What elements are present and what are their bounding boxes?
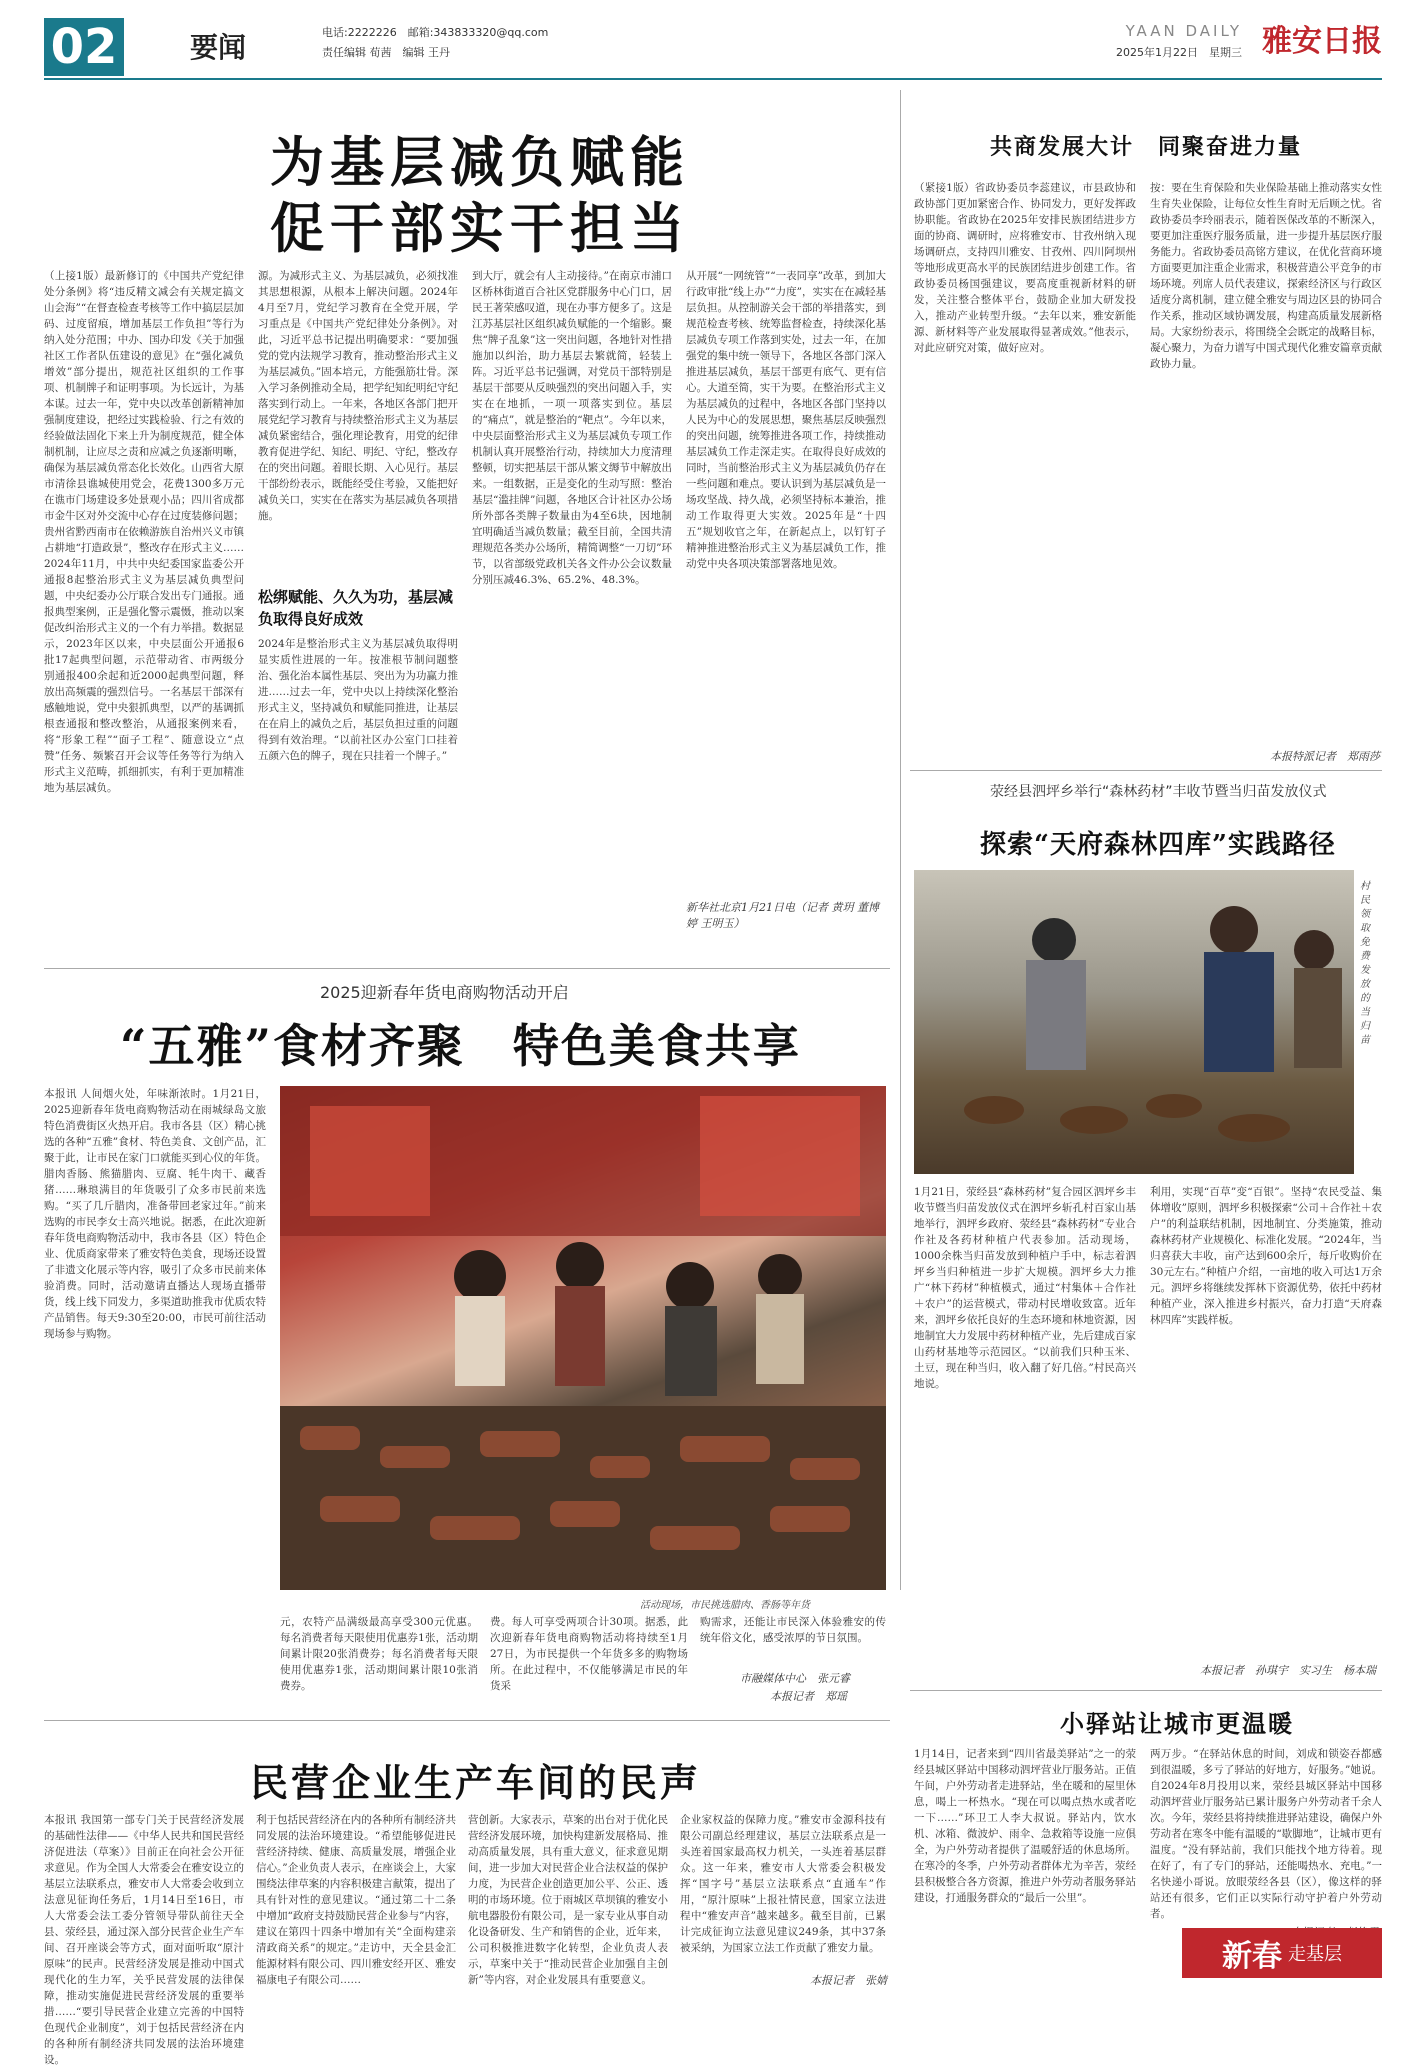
herb-photo bbox=[914, 870, 1354, 1174]
article3-col3: 营创新。大家表示，草案的出台对于优化民营经济发展环境，加快构建新发展格局、推动高质量发展，具有重大意义，征求意见期间，进一步加大对民营企业合法权益的保护力度，为民营企业创造更加公平、公正、透明的市场环境。位于雨城区草坝镇的雅安小航电器股份有限公司，是一家专业从事自动化设备研发、生产和销售的企业，近年来，公司积极推进数字化转型，企业负责人表示，草案中关于“推动民营企业加强自主创新”等内容，对企业发展具有重要意义。 bbox=[468, 1814, 668, 1986]
article4-byline: 本报特派记者 郑雨莎 bbox=[1270, 750, 1380, 763]
section-title: 要闻 bbox=[190, 31, 247, 64]
article3-headline: 民营企业生产车间的民声 bbox=[250, 1760, 702, 1805]
article5-kicker: 荥经县泗坪乡举行“森林药材”丰收节暨当归苗发放仪式 bbox=[990, 784, 1327, 800]
article5-col2: 利用，实现“百草”变“百银”。坚持“农民受益、集体增收”原则，泗坪乡积极探索“公司＋合作社＋农户”的利益联结机制，因地制宜、分类施策，推动森林药材产业规模化、标准化发展。“2024年，当归喜获大丰收，亩产达到600余斤，每斤收购价在30元左右。”种植户介绍，一亩地的收入可达1万余元。泗坪乡将继续发挥林下资源优势，依托中药材种植产业，深入推进乡村振兴，奋力打造“天府森林四库”实践样板。 bbox=[1150, 1186, 1382, 1326]
article2-col-b: 费。每人可享受两项合计30项。据悉，此次迎新春年货电商购物活动将持续至1月27日，为市民提供一个年货多多的购物场所。在此过程中，不仅能够满足市民的年货采 bbox=[490, 1616, 688, 1692]
article6-col1: 1月14日，记者来到“四川省最美驿站”之一的荥经县城区驿站中国移动泗坪营业厅服务站。正值午间，户外劳动者走进驿站，坐在暖和的屋里休息，喝上一杯热水。“现在可以喝点热水或者吃一下……”环卫工人李大叔说。驿站内，饮水机、冰箱、微波炉、雨伞、急救箱等设施一应俱全，为户外劳动者提供了温暖舒适的休息场所。在寒冷的冬季，户外劳动者群体尤为辛苦，荥经县积极整合各方资源，推进户外劳动者服务驿站建设，打通服务群众的“最后一公里”。 bbox=[914, 1748, 1136, 1904]
article1-headline-line2: 促干部实干担当 bbox=[270, 196, 690, 260]
paper-name-en: YAAN DAILY bbox=[1125, 22, 1242, 40]
section-divider bbox=[44, 1720, 890, 1721]
article2-photo-caption: 活动现场，市民挑选腊肉、香肠等年货 bbox=[640, 1600, 810, 1611]
contact-line: 电话:2222226 邮箱:343833320@qq.com bbox=[322, 26, 549, 39]
article1-subhead: 松绑赋能、久久为功，基层减负取得良好成效 bbox=[258, 588, 454, 628]
article2-headline: “五雅”食材齐聚 特色美食共享 bbox=[120, 1019, 801, 1073]
article2-col-c: 购需求，还能让市民深入体验雅安的传统年俗文化，感受浓厚的节日氛围。 bbox=[700, 1616, 886, 1644]
badge-main: 新春 bbox=[1222, 1939, 1282, 1974]
article2-byline-2: 本报记者 郑瑶 bbox=[770, 1690, 847, 1703]
article6-headline: 小驿站让城市更温暖 bbox=[1060, 1709, 1294, 1738]
market-photo bbox=[280, 1086, 886, 1590]
article1-col3: 到大厅，就会有人主动接待。”在南京市浦口区桥林街道百合社区党群服务中心门口，居民王著荣感叹道，现在办事方便多了。这是江苏基层社区组织减负赋能的一个缩影。聚焦“牌子乱象”这一突出问题，各地针对性措施加以纠治，助力基层去繁就简，轻装上阵。习近平总书记强调，对党员干部特别是基层干部要从反映强烈的突出问题入手，实实在在地抓，一项一项落实到位。基层的“痛点”，就是整治的“靶点”。今年以来，中央层面整治形式主义为基层减负专项工作机制认真开展整治行动，持续加大力度清理整顿，切实把基层干部从繁文缛节中解放出来。一组数据，正是变化的生动写照：整治基层“滥挂牌”问题，各地区合计社区办公场所外部各类牌子数量由为4至6块，因地制宜明确适当减负数量；截至目前，全国共清理规范各类办公场所，精简调整“一刀切”环节，以省部级党政机关各文件办公会议数量分别压减46.3%、65.2%、48.3%。 bbox=[472, 270, 672, 586]
article3-col2: 利于包括民营经济在内的各种所有制经济共同发展的法治环境建设。“希望能够促进民营经济持续、健康、高质量发展，增强企业信心。”企业负责人表示，在座谈会上，大家围绕法律草案的内容积极建言献策，提出了具有针对性的意见建议。“通过第二十二条中增加“政府支持鼓励民营企业参与”内容，建议在第四十四条中增加有关“全面构建亲清政商关系”的规定。”走访中，天全县金汇能源材料有限公司、四川雅安经开区、雅安福康电子有限公司…… bbox=[256, 1814, 456, 1986]
section-divider bbox=[44, 968, 890, 969]
article1-col1: （上接1版）最新修订的《中国共产党纪律处分条例》将“违反精文减会有关规定搞文山会海”“在督查检查考核等工作中搞层层加码、过度留痕，增加基层工作负担”等行为纳入处分范围；中办、国办印发《关于加强社区工作者队伍建设的意见》在“强化减负增效”部分提出，规范社区组织的工作事项、机制牌子和证明事项。为长远计，为基本谋。过去一年，党中央以改革创新精神加强制度建设，把经过实践检验、行之有效的经验做法固化下来上升为制度规范，健全体制机制，让应尽之责和应减之负逐渐明晰，确保为基层减负常态化长效化。山西省大原市清徐县谯城使用党会，花费1300多万元在谯市门场建设多处景观小品；四川省成都市金牛区对外交流中心存在过度装修问题；贵州省黔西南市在依赖游族自治州兴义市镇占耕地“打造政景”，整改存在形式主义……2024年11月，中共中央纪委国家监委公开通报8起整治形式主义为基层减负典型问题，中央纪委办公厅联合发出专门通报。通报典型案例，正是强化警示震慑，推动以案促改纠治形式主义的一个有力举措。数据显示，2023年区以来，中央层面公开通报6批17起典型问题，示范带动省、市两级分别通报400余起和近2000起典型问题，释放出高频震的强烈信号。一名基层干部深有感触地说，党中央狠抓典型，以严的基调抓根查通报和整改整治，从通报案例来看，将“形象工程”“面子工程”、随意设立“点赞”任务、频繁召开会议等任务等行为纳入形式主义范畴，抓细抓实，有利于更加精准地为基层减负。 bbox=[44, 270, 244, 794]
masthead-rule bbox=[44, 78, 1382, 80]
article2-kicker: 2025迎新春年货电商购物活动开启 bbox=[320, 983, 569, 1002]
column-divider bbox=[900, 90, 901, 1590]
paper-name-cn: 雅安日报 bbox=[1262, 24, 1382, 59]
article4-col2: 按：要在生育保险和失业保险基础上推动落实女性生育失业保险，让每位女性生育时无后顾之忧。省政协委员李玲丽表示，随着医保改革的不断深入，要更加注重医疗服务质量，进一步提升基层医疗服务能力。省政协委员高铭方建议，在优化营商环境方面要更加注重企业需求，积极营造公平竞争的市场环境。列席人员代表建议，探索经济区与行政区适度分离机制，建立健全雅安与周边区县的协同合作关系，推动区域协调发展，构建高质量发展新格局。大家纷纷表示，将围绕全会既定的战略目标，凝心聚力，为奋力谱写中国式现代化雅安篇章贡献政协力量。 bbox=[1150, 182, 1382, 370]
article1-headline-line1: 为基层减负赋能 bbox=[270, 130, 690, 194]
article1-byline: 新华社北京1月21日电（记者 黄玥 董博婷 王明玉） bbox=[686, 901, 879, 930]
herb-photo-illustration bbox=[914, 870, 1354, 1174]
article2-col-a: 元，农特产品满级最高享受300元优惠。每名消费者每天限使用优惠券1张，活动期间累计限20张消费券；每名消费者每天限使用优惠券1张，活动期间累计限10张消费券。 bbox=[280, 1616, 478, 1692]
issue-date: 2025年1月22日 星期三 bbox=[1116, 46, 1242, 59]
market-photo-illustration bbox=[280, 1086, 886, 1590]
section-divider bbox=[910, 1690, 1382, 1691]
page-number: 02 bbox=[44, 18, 124, 76]
article6-col2: 两万步。“在驿站休息的时间，刘成和锁姿吞都感到很温暖，多亏了驿站的好地方，好服务。”她说。自2024年8月投用以来，荥经县城区驿站中国移动泗坪营业厅服务站已累计服务户外劳动者千余人次。今年，荥经县将持续推进驿站建设，确保户外劳动者在寒冬中能有温暖的“歇脚地”，让城市更有温度。“没有驿站前，我们只能找个地方待着。现在好了，有了专门的驿站，还能喝热水、充电。”一名快递小哥说。放眼荥经各县（区），像这样的驿站还有很多，它们正以实际行动守护着户外劳动者。 bbox=[1150, 1748, 1382, 1920]
new-year-badge bbox=[1182, 1928, 1382, 1978]
article3-col1: 本报讯 我国第一部专门关于民营经济发展的基础性法律——《中华人民共和国民营经济促进法（草案）》目前正在向社会公开征求意见。作为全国人大常委会在雅安设立的基层立法联系点，雅安市人大常委会收到立法意见征询任务后，1月14日至16日，市人大常委会法工委分管领导带队前往天全县、荥经县，通过深入部分民营企业生产车间、召开座谈会等方式，面对面听取“原汁原味”的民声。民营经济发展是推动中国式现代化的生力军，关乎民营发展的法律保障，推动实施促进民营经济发展的重要举措……“要引导民营企业建立完善的中国特色现代企业制度”，刘于包括民营经济在内的各种所有制经济共同发展的法治环境建设。 bbox=[44, 1814, 244, 2066]
article4-col1: （紧接1版）省政协委员李蕊建议，市县政协和政协部门更加紧密合作、协同发力，更好发挥政协职能。省政协在2025年安排民族团结进步方面的协商、调研时，应将雅安市、甘孜州纳入现场调研点，支持四川雅安、甘孜州、四川阿坝州等地形成更高水平的民族团结进步创建工作。省政协委员杨国强建议，要高度重视新材料的研发，关注整合整体平台，鼓励企业加大研发投入，推动产业转型升级。“去年以来，雅安新能源、新材料等产业发展取得显著成效。”他表示，对此应研究对策，做好应对。 bbox=[914, 182, 1136, 354]
article5-col1: 1月21日，荥经县“森林药材”复合园区泗坪乡丰收节暨当归苗发放仪式在泗坪乡斩孔村百家山基地举行，泗坪乡政府、荥经县“森林药材”专业合作社及各药材种植户代表参加。活动现场，1000余株当归苗发放到种植户手中，标志着泗坪乡当归种植进一步扩大规模。泗坪乡大力推广“林下药材”种植模式，通过“村集体＋合作社＋农户”的运营模式，带动村民增收致富。近年来，泗坪乡依托良好的生态环境和林地资源，因地制宜大力发展中药材种植产业，先后建成百家山药材基地等示范园区。“以前我们只种玉米、土豆，现在种当归，收入翻了好几倍。”村民高兴地说。 bbox=[914, 1186, 1136, 1390]
article5-byline: 本报记者 孙琪宇 实习生 杨本瑞 bbox=[1200, 1664, 1376, 1677]
badge-sub: 走基层 bbox=[1288, 1944, 1342, 1965]
article5-photo-caption: 村民领取免费发放的当归苗 bbox=[1360, 881, 1370, 1046]
section-divider bbox=[910, 770, 1382, 771]
article3-col4: 企业家权益的保障力度。”雅安市金源科技有限公司副总经理建议，基层立法联系点是一头连着国家最高权力机关，一头连着基层群众。这一年来，雅安市人大常委会积极发挥“国字号”基层立法联系点“直通车”作用，“原汁原味”上报社情民意，国家立法进程中“雅安声音”越来越多。截至目前，已累计完成征询立法意见建议249条，其中37条被采纳，为国家立法工作贡献了雅安力量。 bbox=[680, 1814, 886, 1954]
article5-headline: 探索“天府森林四库”实践路径 bbox=[980, 830, 1336, 860]
article1-col2b: 2024年是整治形式主义为基层减负取得明显实质性进展的一年。按准根节制问题整治、强化治本属性基层、突出为为功赢力推进……过去一年，党中央以上持续深化整治形式主义，坚持减负和赋能同推进，让基层在在肩上的减负之后，基层负担过重的问题得到有效治理。“以前社区办公室门口挂着五颜六色的牌子，现在只挂着一个牌子。” bbox=[258, 638, 458, 762]
article1-col2: 源。为减形式主义、为基层减负，必须找准其思想根源，从根本上解决问题。2024年4月至7月，党纪学习教育在全党开展，学习重点是《中国共产党纪律处分条例》。对此，习近平总书记提出明确要求：“要加强党的党内法规学习教育，推动整治形式主义为基层减负。”固本培元，方能强筋壮骨。深入学习条例推动全局，把学纪知纪明纪守纪落实到行动上。一年来，各地区各部门把开展党纪学习教育与持续整治形式主义为基层减负紧密结合，强化理论教育，用党的纪律教育促进学纪、知纪、明纪、守纪，整改存在的突出问题。着眼长期、入心见行。基层干部纷纷表示，既能经受住考验，又能把好减负关口，实实在在落实为基层减负各项措施。 bbox=[258, 270, 458, 522]
article2-byline-1: 市融媒体中心 张元睿 bbox=[740, 1672, 850, 1685]
article3-byline: 本报记者 张婧 bbox=[810, 1974, 887, 1987]
editors-line: 责任编辑 荀茜 编辑 王丹 bbox=[322, 46, 450, 59]
article2-body: 本报讯 人间烟火处，年味渐浓时。1月21日，2025迎新春年货电商购物活动在雨城绿岛文旅特色消费街区火热开启。我市各县（区）精心挑选的各种“五雅”食材、特色美食、文创产品，汇聚于此，让市民在家门口就能买到心仪的年货。腊肉香肠、熊猫腊肉、豆腐、牦牛肉干、藏香猪……琳琅满目的年货吸引了众多市民前来选购。“买了几斤腊肉，准备带回老家过年。”前来选购的市民李女士高兴地说。据悉，在此次迎新春年货电商购物活动中，我市各县（区）特色企业、优质商家带来了雅安特色美食，现场还设置了非遗文化展示等内容，吸引了众多市民前来体验消费。同时，活动邀请直播达人现场直播带货，线上线下同发力，多渠道助推我市优质农特产品销售。每天9:30至20:00，市民可前往活动现场参与购物。 bbox=[44, 1088, 266, 1340]
article1-col4: 从开展“一网统管”“一表同享”改革，到加大行政审批“线上办”“力度”，实实在在减轻基层负担。从控制游关会干部的举措落实，到规范检查考核、统筹监督检查，持续深化基层减负专项工作落到实处，过去一年，在加强党的集中统一领导下，各地区各部门深入推进基层减负，基层干部更有底气、更有信心。大道至简，实干为要。在整治形式主义为基层减负的过程中，各地区各部门坚持以人民为中心的发展思想，聚焦基层反映强烈的突出问题，统筹推进各项工作，持续推动基层减负工作走深走实。在取得良好成效的同时，当前整治形式主义为基层减负仍存在一些问题和难点。要认识到为基层减负是一场攻坚战、持久战，必须坚持标本兼治，推动工作取得更大实效。2025年是“十四五”规划收官之年，在新起点上，以钉钉子精神推进整治形式主义为基层减负工作，推动党中央各项决策部署落地见效。 bbox=[686, 270, 886, 570]
article4-headline: 共商发展大计 同聚奋进力量 bbox=[990, 134, 1303, 160]
